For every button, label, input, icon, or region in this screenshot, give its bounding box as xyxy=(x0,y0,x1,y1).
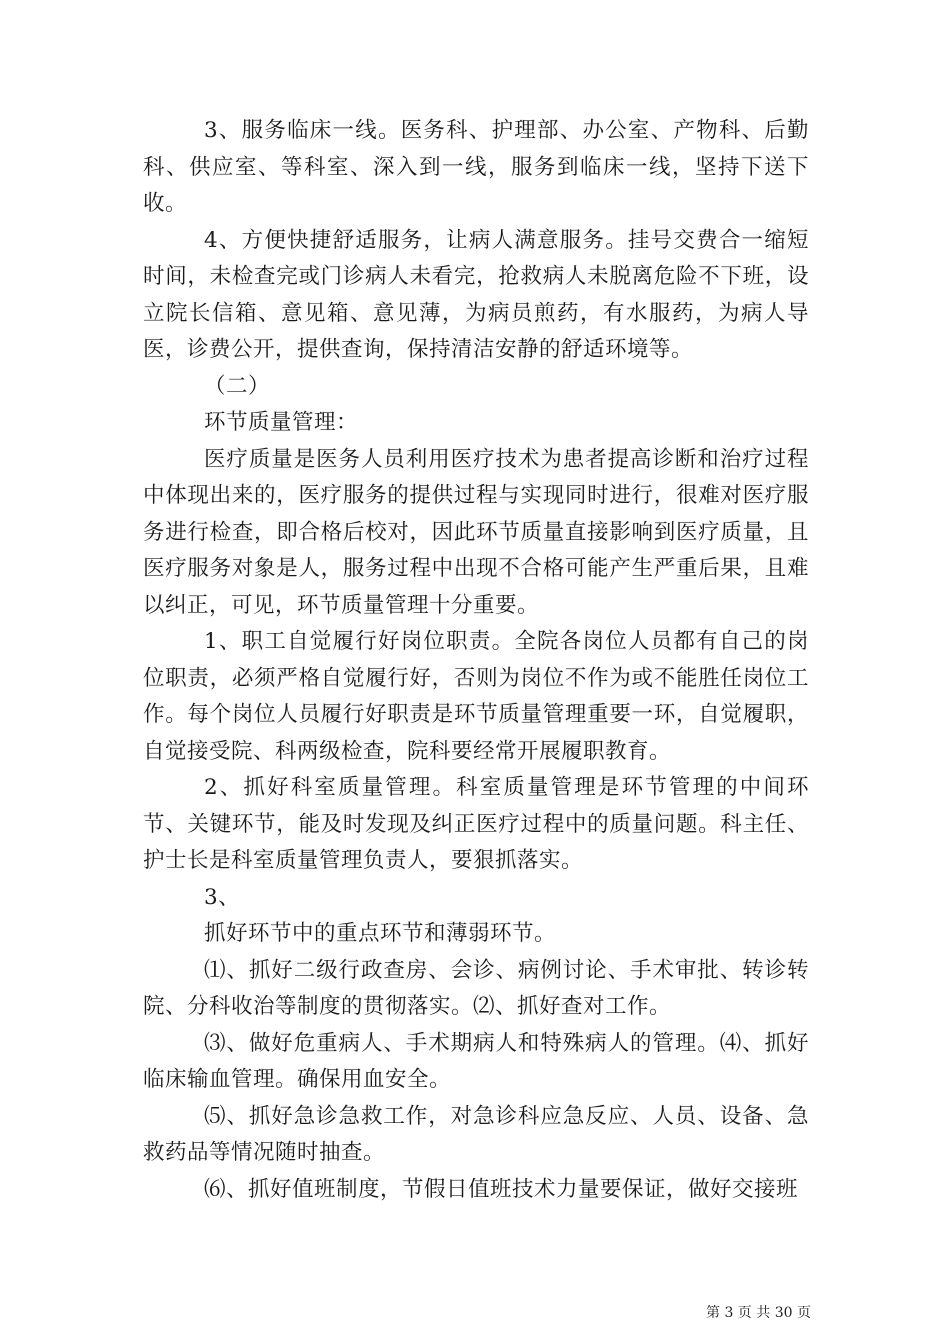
paragraph-service-frontline: 3、服务临床一线。医务科、护理部、办公室、产物科、后勤科、供应室、等科室、深入到一线，服务到临床一线，坚持下送下收。 xyxy=(143,118,809,216)
paragraph-convenient-service: 4、方便快捷舒适服务，让病人满意服务。挂号交费合一缩短时间，未检查完或门诊病人未看完，抢救病人未脱离危险不下班，设立院长信箱、意见箱、意见薄，为病员煎药，有水服药，为病人导医，诊费公开，提供查询，保持清洁安静的舒适环境等。 xyxy=(143,227,809,362)
list-item-duty-system: ⑹、抓好值班制度，节假日值班技术力量要保证，做好交接班 xyxy=(204,1176,799,1202)
item-number-three: 3、 xyxy=(204,884,241,910)
list-item-rounds: ⑴、抓好二级行政查房、会诊、病例讨论、手术审批、转诊转院、分科收治等制度的贯彻落实。⑵、抓好查对工作。 xyxy=(143,957,809,1019)
section-heading-two: （二） xyxy=(204,373,271,399)
page-number: 第 3 页 共 30 页 xyxy=(706,1305,811,1321)
list-item-critical-patients: ⑶、做好危重病人、手术期病人和特殊病人的管理。⑷、抓好临床输血管理。确保用血安全。 xyxy=(143,1030,809,1092)
section-title-link-quality: 环节质量管理： xyxy=(204,410,359,435)
paragraph-department-quality: 2、抓好科室质量管理。科室质量管理是环节管理的中间环节、关键环节，能及时发现及纠正医疗过程中的质量问题。科主任、护士长是科室质量管理负责人，要狠抓落实。 xyxy=(143,775,809,873)
document-body xyxy=(143,113,809,1208)
paragraph-key-links: 抓好环节中的重点环节和薄弱环节。 xyxy=(204,921,557,946)
paragraph-post-duties: 1、职工自觉履行好岗位职责。全院各岗位人员都有自己的岗位职责，必须严格自觉履行好，否则为岗位不作为或不能胜任岗位工作。每个岗位人员履行好职责是环节质量管理重要一环，自觉履职，自觉接受院、科两级检查，院科要经常开展履职教育。 xyxy=(143,629,809,764)
list-item-emergency: ⑸、抓好急诊急救工作，对急诊科应急反应、人员、设备、急救药品等情况随时抽查。 xyxy=(143,1103,809,1165)
paragraph-medical-quality: 医疗质量是医务人员利用医疗技术为患者提高诊断和治疗过程中体现出来的，医疗服务的提供过程与实现同时进行，很难对医疗服务进行检查，即合格后校对，因此环节质量直接影响到医疗质量，且医疗服务对象是人，服务过程中出现不合格可能产生严重后果，且难以纠正，可见，环节质量管理十分重要。 xyxy=(143,446,809,618)
